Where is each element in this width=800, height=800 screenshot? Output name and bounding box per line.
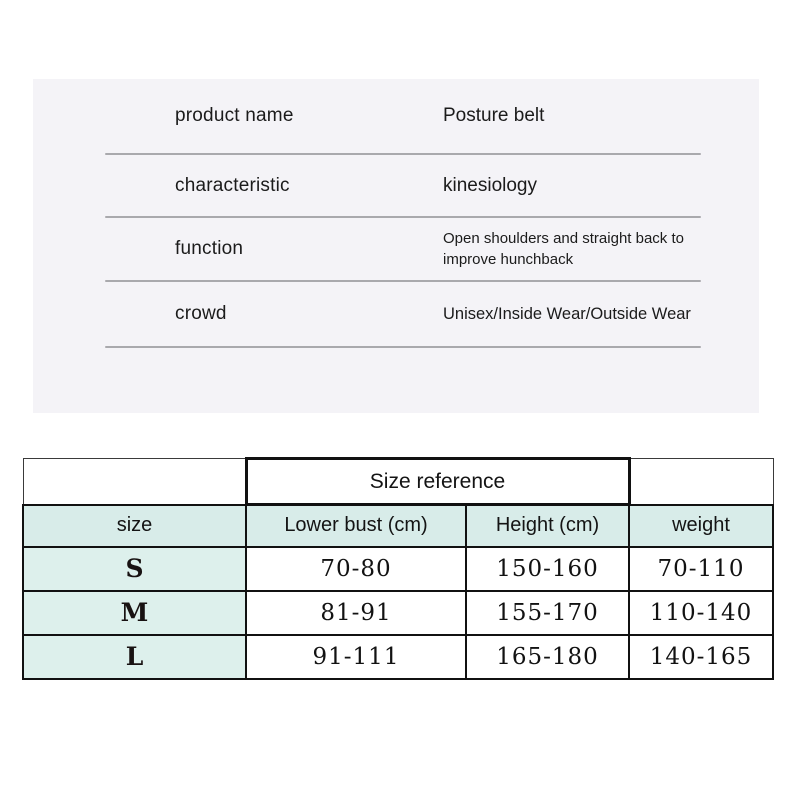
row-divider	[105, 346, 701, 348]
weight-cell: 140-165	[629, 635, 773, 679]
product-info-panel	[33, 79, 759, 413]
info-value: Unisex/Inside Wear/Outside Wear	[443, 304, 691, 323]
info-label: characteristic	[175, 174, 290, 196]
lower-bust-cell: 81-91	[246, 591, 466, 635]
weight-cell: 110-140	[629, 591, 773, 635]
size-cell: M	[23, 591, 246, 635]
info-row-product-name	[33, 79, 759, 153]
table-header-row	[23, 505, 773, 547]
column-header-lower-bust: Lower bust (cm)	[246, 505, 466, 547]
lower-bust-cell: 70-80	[246, 547, 466, 591]
empty-corner-cell	[629, 459, 773, 505]
empty-corner-cell	[23, 459, 246, 505]
info-value: kinesiology	[443, 174, 537, 196]
info-label: product name	[175, 105, 294, 126]
lower-bust-cell: 91-111	[246, 635, 466, 679]
table-row-l	[23, 635, 773, 679]
size-cell: S	[23, 547, 246, 591]
table-row-m	[23, 591, 773, 635]
table-title-row	[23, 459, 773, 505]
size-reference-title: Size reference	[246, 459, 629, 505]
column-header-height: Height (cm)	[466, 505, 629, 547]
column-header-weight: weight	[629, 505, 773, 547]
column-header-size: size	[23, 505, 246, 547]
info-label: crowd	[175, 303, 227, 324]
size-cell: L	[23, 635, 246, 679]
height-cell: 165-180	[466, 635, 629, 679]
info-value: Open shoulders and straight back to improve hunchback	[443, 230, 684, 268]
height-cell: 150-160	[466, 547, 629, 591]
info-row-function	[33, 218, 759, 280]
weight-cell: 70-110	[629, 547, 773, 591]
info-label: function	[175, 238, 244, 259]
info-value: Posture belt	[443, 105, 545, 126]
size-reference-table	[22, 457, 774, 680]
table-row-s	[23, 547, 773, 591]
info-row-characteristic	[33, 155, 759, 216]
info-row-crowd	[33, 282, 759, 346]
height-cell: 155-170	[466, 591, 629, 635]
